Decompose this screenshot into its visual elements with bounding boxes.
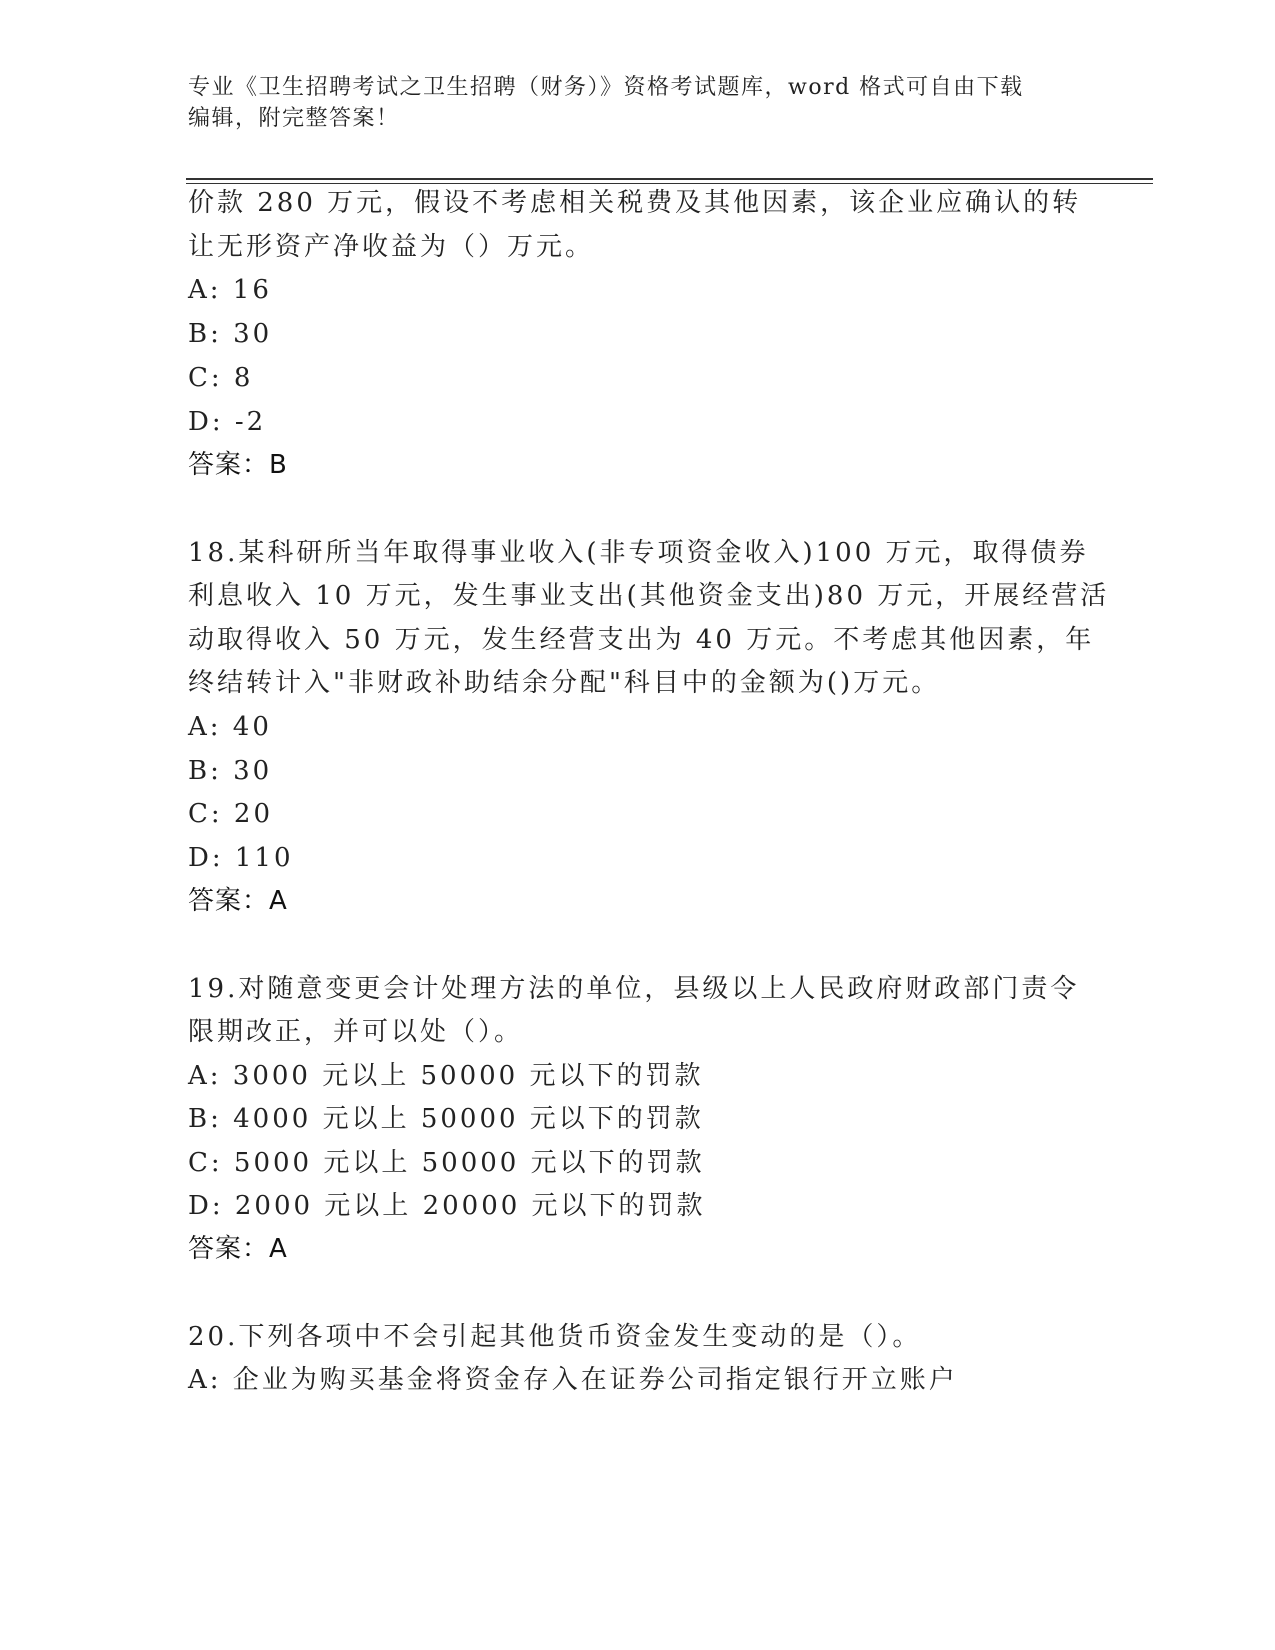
header-line-1: 专业《卫生招聘考试之卫生招聘（财务）》资格考试题库，word 格式可自由下载 — [188, 75, 1024, 100]
q17-option-d: D: -2 — [188, 407, 267, 437]
q19-text-line-1: 19.对随意变更会计处理方法的单位，县级以上人民政府财政部门责令 — [188, 974, 1080, 1004]
q19-option-d: D: 2000 元以上 20000 元以下的罚款 — [188, 1191, 706, 1221]
q18-option-a: A: 40 — [188, 712, 272, 742]
q19-option-a: A: 3000 元以上 50000 元以下的罚款 — [188, 1061, 704, 1091]
q18-option-d: D: 110 — [188, 843, 294, 873]
document-header — [188, 72, 1088, 134]
q18-text-line-2: 利息收入 10 万元，发生事业支出(其他资金支出)80 万元，开展经营活 — [188, 581, 1110, 611]
q19-option-b: B: 4000 元以上 50000 元以下的罚款 — [188, 1104, 704, 1134]
q18-answer: 答案：A — [188, 886, 288, 916]
header-divider-thin — [186, 183, 1153, 184]
q19-text-line-2: 限期改正，并可以处（）。 — [188, 1017, 524, 1047]
q18-text-line-1: 18.某科研所当年取得事业收入(非专项资金收入)100 万元，取得债券 — [188, 538, 1089, 568]
header-line-2: 编辑，附完整答案！ — [188, 106, 400, 131]
q18-text-line-3: 动取得收入 50 万元，发生经营支出为 40 万元。不考虑其他因素，年 — [188, 625, 1095, 655]
q17-option-a: A: 16 — [188, 275, 272, 305]
q17-text-line-2: 让无形资产净收益为（）万元。 — [188, 232, 595, 262]
q20-text-line-1: 20.下列各项中不会引起其他货币资金发生变动的是（）。 — [188, 1322, 922, 1352]
q17-option-b: B: 30 — [188, 319, 273, 349]
q17-text-line-1: 价款 280 万元，假设不考虑相关税费及其他因素，该企业应确认的转 — [188, 188, 1082, 218]
q19-answer: 答案：A — [188, 1234, 288, 1264]
q18-option-c: C: 20 — [188, 799, 274, 829]
q17-answer: 答案：B — [188, 450, 288, 480]
header-divider — [186, 178, 1153, 180]
q18-option-b: B: 30 — [188, 756, 273, 786]
q19-option-c: C: 5000 元以上 50000 元以下的罚款 — [188, 1148, 705, 1178]
q17-option-c: C: 8 — [188, 363, 254, 393]
q20-option-a: A: 企业为购买基金将资金存入在证券公司指定银行开立账户 — [188, 1365, 958, 1395]
q18-text-line-4: 终结转计入"非财政补助结余分配"科目中的金额为()万元。 — [188, 668, 941, 698]
